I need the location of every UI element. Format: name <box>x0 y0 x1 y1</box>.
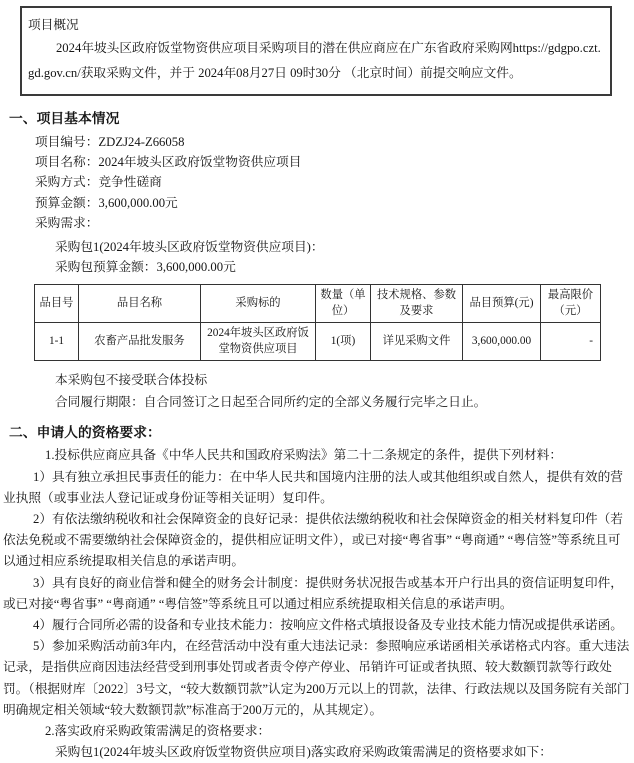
field-budget-amount: 预算金额：3,600,000.00元 <box>35 195 178 210</box>
items-table <box>34 284 601 361</box>
note-contract-period: 合同履行期限：自合同签订之日起至合同所约定的全部义务履行完毕之日止。 <box>55 394 487 409</box>
field-project-name: 项目名称：2024年坡头区政府饭堂物资供应项目 <box>35 155 302 170</box>
field-project-number: 项目编号：ZDZJ24-Z66058 <box>35 135 185 149</box>
header-item-name: 品目名称 <box>79 285 201 323</box>
cell-max-price: - <box>541 323 601 361</box>
qualification-subitem-2: 2）有依法缴纳税收和社会保障资金的良好记录：提供依法缴纳税收和社会保障资金的相关材料复印件（若依法免税或不需要缴纳社会保障资金的，提供相应证明文件），或已对接“粤省事” “粤商通” “粤信签”等系统且可以通过相应系统提取相关信息的承诺声明。 <box>3 512 623 569</box>
qualification-subitem-1: 1）具有独立承担民事责任的能力：在中华人民共和国境内注册的法人或其他组织或自然人，提供有效的营业执照（或事业法人登记证或身份证等相关证明）复印件。 <box>3 469 623 505</box>
header-max-price: 最高限价（元） <box>541 285 601 323</box>
project-fields <box>3 132 630 233</box>
table-header-row <box>35 285 601 323</box>
section2-heading: 二、申请人的资格要求： <box>9 425 161 441</box>
cell-item-budget: 3,600,000.00 <box>463 323 541 361</box>
package-budget-line: 采购包预算金额：3,600,000.00元 <box>55 260 236 275</box>
header-item-budget: 品目预算(元) <box>463 285 541 323</box>
qualification-item-1: 1.投标供应商应具备《中华人民共和国政府采购法》第二十二条规定的条件，提供下列材料： <box>45 448 563 463</box>
header-item-no: 品目号 <box>35 285 79 323</box>
cell-item-name: 农畜产品批发服务 <box>79 323 201 361</box>
field-procurement-demand: 采购需求： <box>35 215 99 230</box>
note-no-consortium: 本采购包不接受联合体投标 <box>55 373 208 388</box>
section1-heading: 一、项目基本情况 <box>9 111 120 126</box>
qualification-subitem-3: 3）具有良好的商业信誉和健全的财务会计制度：提供财务状况报告或基本开户行出具的资信证明复印件，或已对接“粤省事” “粤商通” “粤信签”等系统且可以通过相应系统提取相关信息的承诺声明。 <box>3 575 623 611</box>
field-procurement-method: 采购方式：竞争性磋商 <box>35 175 162 190</box>
table-row <box>35 323 601 361</box>
overview-title: 项目概况 <box>28 18 79 32</box>
header-quantity: 数量（单位） <box>316 285 371 323</box>
package-block <box>3 237 630 277</box>
cell-tech-spec: 详见采购文件 <box>371 323 463 361</box>
package-line: 采购包1(2024年坡头区政府饭堂物资供应项目)： <box>55 240 324 255</box>
header-tech-spec: 技术规格、参数及要求 <box>371 285 463 323</box>
qualification-subitem-5: 5）参加采购活动前3年内，在经营活动中没有重大违法记录：参照响应承诺函相关承诺格式内容。重大违法记录，是指供应商因违法经营受到刑事处罚或者责令停产停业、吊销许可证或者执照、较大数额罚款等行政处罚。（根据财库〔2022〕3号文，“较大数额罚款”认定为200万元以上的罚款，法律、行政法规以及国务院有关部门明确规定相关领域“较大数额罚款”标准高于200万元的，从其规定）。 <box>3 639 630 717</box>
overview-paragraph: 2024年坡头区政府饭堂物资供应项目采购项目的潜在供应商应在广东省政府采购网https://gdgpo.czt.gd.gov.cn/获取采购文件，并于 2024年08月27日 09时30分 （北京时间）前提交响应文件。 <box>28 41 601 80</box>
package-policy-line: 采购包1(2024年坡头区政府饭堂物资供应项目)落实政府采购政策需满足的资格要求如下： <box>55 745 552 760</box>
header-procurement-subject: 采购标的 <box>201 285 316 323</box>
cell-quantity: 1(项) <box>316 323 371 361</box>
package-notes <box>3 370 630 413</box>
qualification-subitem-4: 4）履行合同所必需的设备和专业技术能力：按响应文件格式填报设备及专业技术能力情况或提供承诺函。 <box>33 618 623 633</box>
project-overview-box <box>20 6 612 96</box>
cell-procurement-subject: 2024年坡头区政府饭堂物资供应项目 <box>201 323 316 361</box>
qualification-item-2: 2.落实政府采购政策需满足的资格要求： <box>45 724 271 739</box>
cell-item-no: 1-1 <box>35 323 79 361</box>
document-page <box>0 6 634 763</box>
